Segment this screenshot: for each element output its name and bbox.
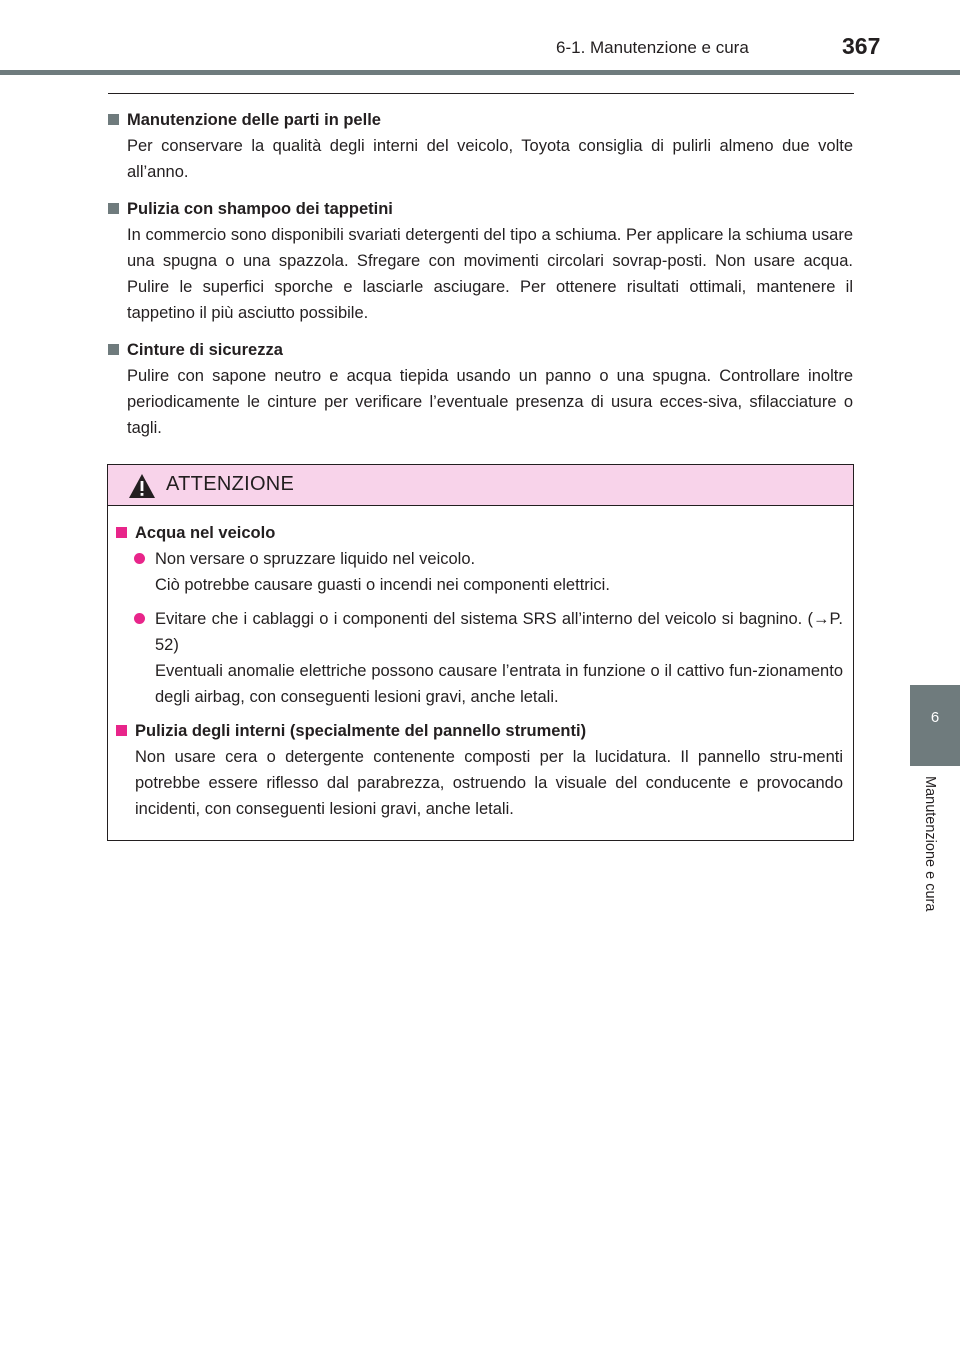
- warning-item-water: [116, 520, 843, 710]
- section-body: Per conservare la qualità degli interni del veicolo, Toyota consiglia di pulirli almeno due volte all’anno.: [127, 137, 853, 181]
- section-heading: [108, 107, 853, 133]
- warning-item-text: Non usare cera o detergente contenente composti per la lucidatura. Il pannello stru-menti potrebbe essere riflesso dal parabrezza, ostruendo la visuale del conducente e provocando incidenti, con conseguenti lesioni gravi, anche letali.: [135, 748, 843, 818]
- warning-header: [108, 465, 853, 506]
- chapter-label: Manutenzione e cura: [922, 776, 938, 912]
- section-carpet: [108, 196, 853, 326]
- warning-item-heading: [116, 520, 843, 546]
- square-bullet-icon: [108, 203, 119, 214]
- warning-bullet: [116, 606, 843, 710]
- section-heading-text: Cinture di sicurezza: [127, 341, 283, 359]
- warning-item-heading-text: Pulizia degli interni (specialmente del pannello strumenti): [135, 722, 587, 740]
- main-content: [108, 107, 853, 452]
- bullet-line: Non versare o spruzzare liquido nel veicolo.: [155, 550, 476, 568]
- section-body: In commercio sono disponibili svariati detergenti del tipo a schiuma. Per applicare la schiuma usare una spugna o una spazzola. Sfregare con movimenti circolari sovrap-posti. Non usare acqua. Pulire le superfici sporche e lasciarle asciugare. Per ottenere risultati ottimali, mantenere il tappetino il più asciutto possibile.: [127, 226, 853, 322]
- warning-body: [108, 506, 853, 822]
- section-leather: [108, 107, 853, 185]
- warning-triangle-icon: [128, 473, 156, 504]
- square-bullet-icon: [116, 725, 127, 736]
- top-rule: [108, 93, 854, 94]
- page-number: 367: [842, 33, 881, 59]
- warning-bullet: [116, 546, 843, 598]
- section-heading-text: Pulizia con shampoo dei tappetini: [127, 200, 393, 218]
- warning-item-heading-text: Acqua nel veicolo: [135, 524, 276, 542]
- section-body: Pulire con sapone neutro e acqua tiepida usando un panno o una spugna. Controllare inoltre periodicamente le cinture per verificare l’eventuale presenza di usura ecces-siva, sfilacciature o tagli.: [127, 367, 853, 437]
- section-heading-text: Manutenzione delle parti in pelle: [127, 111, 381, 129]
- circle-bullet-icon: [134, 613, 145, 624]
- circle-bullet-icon: [134, 553, 145, 564]
- chapter-number: 6: [930, 709, 940, 726]
- warning-box: [107, 464, 854, 841]
- section-title: 6-1. Manutenzione e cura: [556, 38, 749, 57]
- section-heading: [108, 337, 853, 363]
- section-heading: [108, 196, 853, 222]
- warning-item-interior: [116, 718, 843, 822]
- section-seatbelts: [108, 337, 853, 441]
- warning-title: ATTENZIONE: [166, 473, 295, 495]
- square-bullet-icon: [116, 527, 127, 538]
- header-bar: [0, 70, 960, 75]
- bullet-line: Eventuali anomalie elettriche possono causare l’entrata in funzione o il cattivo fun-zionamento degli airbag, con conseguenti lesioni gravi, anche letali.: [155, 662, 843, 706]
- bullet-line: Evitare che i cablaggi o i componenti del sistema SRS all’interno del veicolo si bagnino. (→P. 52): [155, 610, 843, 654]
- chapter-tab[interactable]: [910, 685, 960, 766]
- square-bullet-icon: [108, 114, 119, 125]
- warning-item-heading: [116, 718, 843, 744]
- bullet-line: Ciò potrebbe causare guasti o incendi nei componenti elettrici.: [155, 576, 610, 594]
- square-bullet-icon: [108, 344, 119, 355]
